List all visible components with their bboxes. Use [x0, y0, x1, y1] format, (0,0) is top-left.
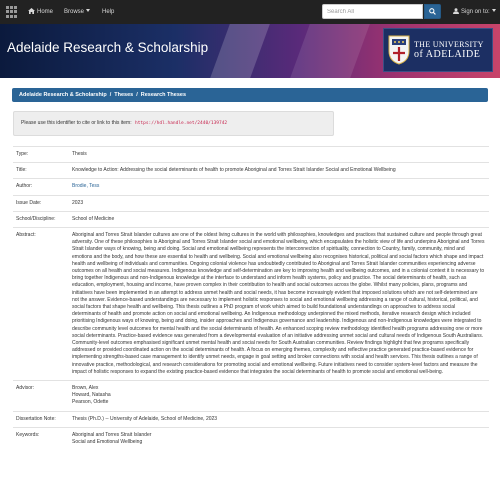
- nav-browse-dropdown[interactable]: [64, 0, 90, 24]
- type-value: Thesis: [68, 147, 489, 163]
- advisor-list: [68, 381, 489, 412]
- table-row: [13, 147, 489, 163]
- table-row: [13, 179, 489, 195]
- breadcrumb-item-theses[interactable]: Theses: [114, 92, 134, 98]
- title-value: Knowledge to Action: Addressing the social determinants of health to promote Aboriginal and Torres Strait Islander Social and Emotional Wellbeing: [68, 163, 489, 179]
- banner-decoration: [290, 24, 370, 78]
- user-icon: [453, 8, 459, 14]
- nav-browse-label: Browse: [64, 9, 85, 15]
- breadcrumb-item-home[interactable]: Adelaide Research & Scholarship: [19, 92, 107, 98]
- title-label: Title:: [13, 163, 68, 179]
- keyword-item: Aboriginal and Torres Strait Islander: [72, 431, 152, 438]
- keyword-item: Social and Emotional Wellbeing: [72, 439, 143, 446]
- keywords-label: Keywords:: [13, 427, 68, 450]
- author-label: Author:: [13, 179, 68, 195]
- advisor-item: Howard, Natasha: [72, 392, 111, 399]
- table-row: [13, 211, 489, 227]
- nav-home-label: Home: [37, 9, 54, 15]
- dissertation-note-value: Thesis (Ph.D.) -- University of Adelaide, School of Medicine, 2023: [68, 411, 489, 427]
- table-row: [13, 411, 489, 427]
- search-icon: [429, 8, 436, 15]
- home-icon: [28, 8, 35, 14]
- search-button[interactable]: [424, 4, 441, 19]
- breadcrumb-separator: /: [136, 92, 138, 98]
- abstract-value: Aboriginal and Torres Strait Islander cultures are one of the oldest living cultures in the world with philosophies, knowledges and practices that sustained culture and people through great adversity. One of these philosophies is Aboriginal and Torres Strait Islander social and emotional wellbeing, which encapsulates the holistic view of life and underpins Aboriginal and Torres Strait Islander ways of knowing, being and doing. Social and emotional wellbeing represents the interconnection of spirituality, connection to Country, family, community, mind and emotions and the body, and how these are essential to health and wellbeing. Social and emotional wellbeing also recognises historical, political and social factors which shape and impact health and wellbeing of individuals and communities. Ongoing colonial violence has undoubtedly contributed to Aboriginal and Torres Strait Islander communities experiencing adverse outcomes on all health and social measures. Indigenous knowledge and self-determination are key to improving health and wellbeing outcomes, and in a colonial context it is necessary to bring together Indigenous and non-Indigenous knowledge at the interface to understand and inform health systems, policy and practice. The social determinants of health, such as education, employment, housing and income, have proven complex in their contribution to health and social outcomes across the globe. Whilst many policies, plans, programs and initiatives have been implemented in an attempt to address unmet health and social needs, it has become increasingly evident that imposed solutions which are not self-determined are not the answer. Evidence-based understandings are necessary to implement holistic responses to social and emotional wellbeing addressing a range of cultural, historical, political, and social factors that shape health and wellbeing. This thesis outlines a PhD program of work which aimed to build foundational understandings on approaches to address social determinants of health and promote action on social and emotional wellbeing. An Indigenous methodology underpinned the mixed methods, iterative research design which included prioritising Indigenous ways of knowing, being and doing, insider approaches and Indigenous governance and leadership. Indigenous and non-Indigenous knowledges were integrated to describe community level outcomes for mental health and the social determinants of health. An enhanced scoping review methodology identified health programs addressing one or more social determinants. Practice-based evidence was generated from a developmental evaluation of an initiative addressing unmet social and cultural needs of Indigenous South Australians. Community-level outcomes emphasised significant unmet mental health and social needs for South Australian communities. Review findings highlight that few programs specifically addressed or provided coordinated action on the social determinants of health. A focus on emerging themes, complexity and reflective practice generated practice-based evidence for implementing strengths-based case management to identify unmet needs, engage in goal setting and broker connections with social and health services. This thesis outlines a range of innovative practice, methodological, and research considerations for promoting social and emotional wellbeing. Future initiatives need to consider system-level factors and measure the impact of holistic responses to expand the existing practice-based evidence that integrates the social determinants of health to promote social and emotional well-being.: [68, 228, 489, 381]
- identifier-box: [13, 111, 334, 136]
- table-row: [13, 195, 489, 211]
- banner-decoration: [210, 24, 270, 78]
- search-input[interactable]: [322, 4, 423, 19]
- nav-help-link[interactable]: [102, 0, 114, 24]
- university-crest-icon: [388, 35, 410, 65]
- chevron-down-icon: [492, 9, 496, 12]
- advisor-label: Advisor:: [13, 381, 68, 412]
- table-row: [13, 228, 489, 381]
- type-label: Type:: [13, 147, 68, 163]
- school-value: School of Medicine: [68, 211, 489, 227]
- nav-help-label: Help: [102, 9, 115, 15]
- school-label: School/Discipline:: [13, 211, 68, 227]
- identifier-url[interactable]: https://hdl.handle.net/2440/139742: [135, 121, 228, 126]
- issue-date-value: 2023: [68, 195, 489, 211]
- university-logo[interactable]: [383, 28, 493, 72]
- item-metadata-table: [13, 146, 489, 450]
- author-link[interactable]: Brodie, Tess: [72, 183, 100, 190]
- advisor-item: Pearson, Odette: [72, 399, 109, 406]
- dissertation-note-label: Dissertation Note:: [13, 411, 68, 427]
- logo-line-1: THE UNIVERSITY: [414, 40, 484, 49]
- advisor-item: Brown, Alex: [72, 385, 99, 392]
- nav-home-link[interactable]: [28, 0, 53, 24]
- university-logo-text: [414, 40, 484, 60]
- issue-date-label: Issue Date:: [13, 195, 68, 211]
- table-row: [13, 381, 489, 412]
- sign-on-dropdown[interactable]: [453, 0, 496, 24]
- table-row: [13, 427, 489, 450]
- identifier-text: Please use this identifier to cite or link to this item:: [21, 120, 132, 126]
- sign-on-label: Sign on to:: [461, 9, 490, 15]
- breadcrumb-item-research-theses[interactable]: Research Theses: [140, 92, 187, 98]
- abstract-label: Abstract:: [13, 228, 68, 381]
- breadcrumb-separator: /: [109, 92, 112, 98]
- chevron-down-icon: [86, 9, 90, 12]
- apps-grid-icon[interactable]: [6, 6, 18, 18]
- keywords-list: [68, 427, 489, 450]
- breadcrumb: [12, 88, 488, 102]
- logo-line-2: of ADELAIDE: [414, 49, 481, 60]
- site-title[interactable]: Adelaide Research & Scholarship: [7, 40, 209, 55]
- table-row: [13, 163, 489, 179]
- top-navbar: [0, 0, 500, 24]
